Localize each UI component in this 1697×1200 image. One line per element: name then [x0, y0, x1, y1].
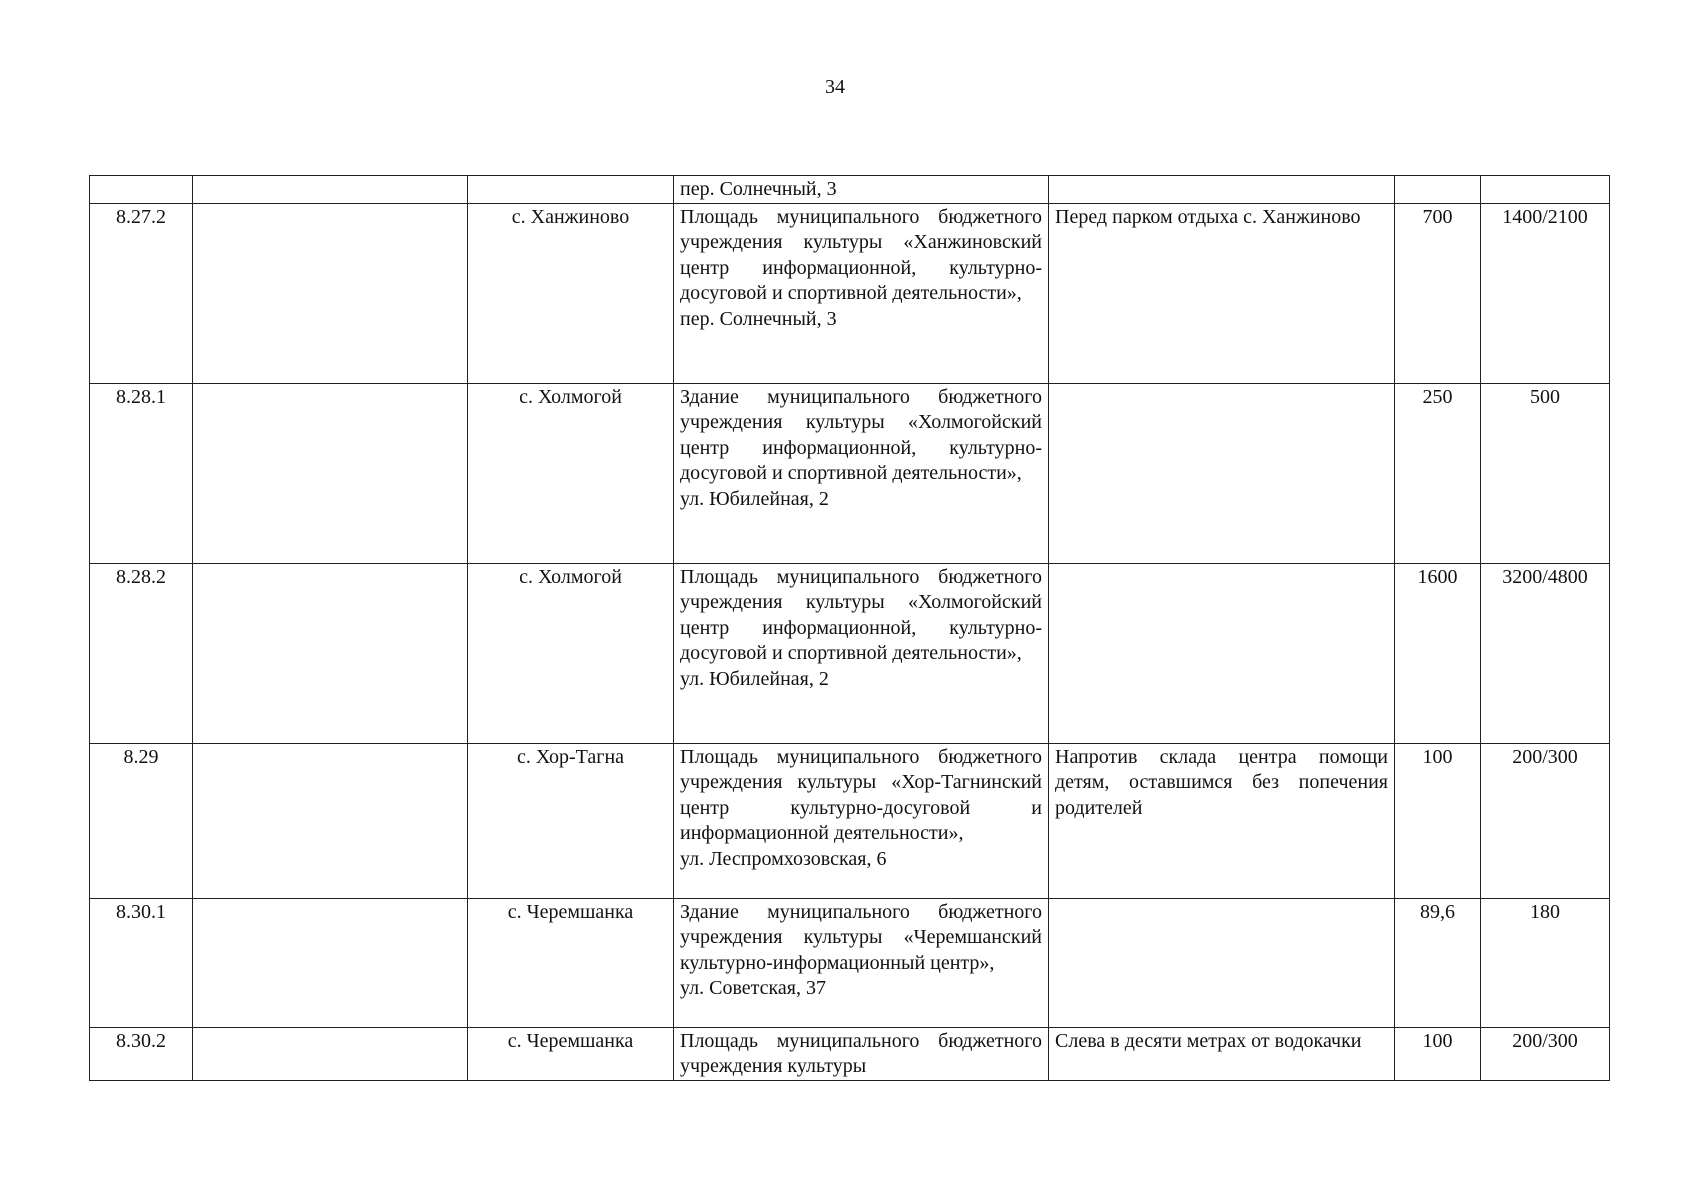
capacity-value — [1481, 176, 1610, 204]
capacity-value: 200/300 — [1481, 743, 1610, 898]
location-note — [1049, 383, 1395, 563]
capacity-value: 200/300 — [1481, 1027, 1610, 1080]
area-value: 700 — [1395, 203, 1481, 383]
row-number: 8.29 — [90, 743, 193, 898]
description-text: Здание муниципального бюджетного учреждения культуры «Черемшанский культурно-информационный центр», — [680, 900, 1042, 974]
village-name: с. Холмогой — [468, 383, 674, 563]
capacity-value: 1400/2100 — [1481, 203, 1610, 383]
location-note — [1049, 176, 1395, 204]
description-text: Площадь муниципального бюджетного учреждения культуры «Ханжиновский центр информационной, культурно-досуговой и спортивной деятельности», — [680, 205, 1042, 304]
village-name: с. Холмогой — [468, 563, 674, 743]
location-note: Напротив склада центра помощи детям, оставшимся без попечения родителей — [1049, 743, 1395, 898]
location-description — [674, 563, 1049, 743]
description-address: пер. Солнечный, 3 — [680, 178, 837, 200]
capacity-value: 180 — [1481, 898, 1610, 1027]
description-text: Площадь муниципального бюджетного учреждения культуры «Хор-Тагнинский центр культурно-досуговой и информационной деятельности», — [680, 745, 1042, 844]
capacity-value: 3200/4800 — [1481, 563, 1610, 743]
area-value: 89,6 — [1395, 898, 1481, 1027]
table-row — [90, 203, 1610, 383]
row-number — [90, 176, 193, 204]
village-name: с. Хор-Тагна — [468, 743, 674, 898]
row-number: 8.28.1 — [90, 383, 193, 563]
blank-cell — [193, 563, 468, 743]
table-row — [90, 743, 1610, 898]
village-name — [468, 176, 674, 204]
table-row — [90, 383, 1610, 563]
area-value: 100 — [1395, 743, 1481, 898]
location-description — [674, 176, 1049, 204]
description-text: Площадь муниципального бюджетного учреждения культуры — [680, 1029, 1042, 1077]
area-value: 1600 — [1395, 563, 1481, 743]
row-number: 8.30.2 — [90, 1027, 193, 1080]
area-value: 100 — [1395, 1027, 1481, 1080]
location-description — [674, 1027, 1049, 1080]
description-text: Здание муниципального бюджетного учреждения культуры «Холмогойский центр информационной, культурно-досуговой и спортивной деятельности», — [680, 385, 1042, 484]
page-number: 34 — [825, 76, 845, 98]
location-description — [674, 383, 1049, 563]
capacity-value: 500 — [1481, 383, 1610, 563]
blank-cell — [193, 203, 468, 383]
row-number: 8.30.1 — [90, 898, 193, 1027]
blank-cell — [193, 1027, 468, 1080]
description-address: ул. Советская, 37 — [680, 977, 826, 999]
area-value: 250 — [1395, 383, 1481, 563]
village-name: с. Черемшанка — [468, 1027, 674, 1080]
row-number: 8.28.2 — [90, 563, 193, 743]
description-address: ул. Юбилейная, 2 — [680, 487, 829, 510]
location-description — [674, 898, 1049, 1027]
table-row — [90, 176, 1610, 204]
location-note: Слева в десяти метрах от водокачки — [1049, 1027, 1395, 1080]
description-text: Площадь муниципального бюджетного учреждения культуры «Холмогойский центр информационной, культурно-досуговой и спортивной деятельности», — [680, 565, 1042, 664]
table-row — [90, 563, 1610, 743]
table-row — [90, 1027, 1610, 1080]
location-description — [674, 743, 1049, 898]
description-address: ул. Леспромхозовская, 6 — [680, 847, 887, 870]
area-value — [1395, 176, 1481, 204]
location-note — [1049, 898, 1395, 1027]
blank-cell — [193, 176, 468, 204]
location-description — [674, 203, 1049, 383]
table-row — [90, 898, 1610, 1027]
description-address: ул. Юбилейная, 2 — [680, 667, 829, 690]
blank-cell — [193, 743, 468, 898]
blank-cell — [193, 898, 468, 1027]
shelter-table — [89, 175, 1610, 1081]
location-note — [1049, 563, 1395, 743]
description-address: пер. Солнечный, 3 — [680, 307, 837, 330]
location-note: Перед парком отдыха с. Ханжиново — [1049, 203, 1395, 383]
row-number: 8.27.2 — [90, 203, 193, 383]
village-name: с. Черемшанка — [468, 898, 674, 1027]
blank-cell — [193, 383, 468, 563]
village-name: с. Ханжиново — [468, 203, 674, 383]
